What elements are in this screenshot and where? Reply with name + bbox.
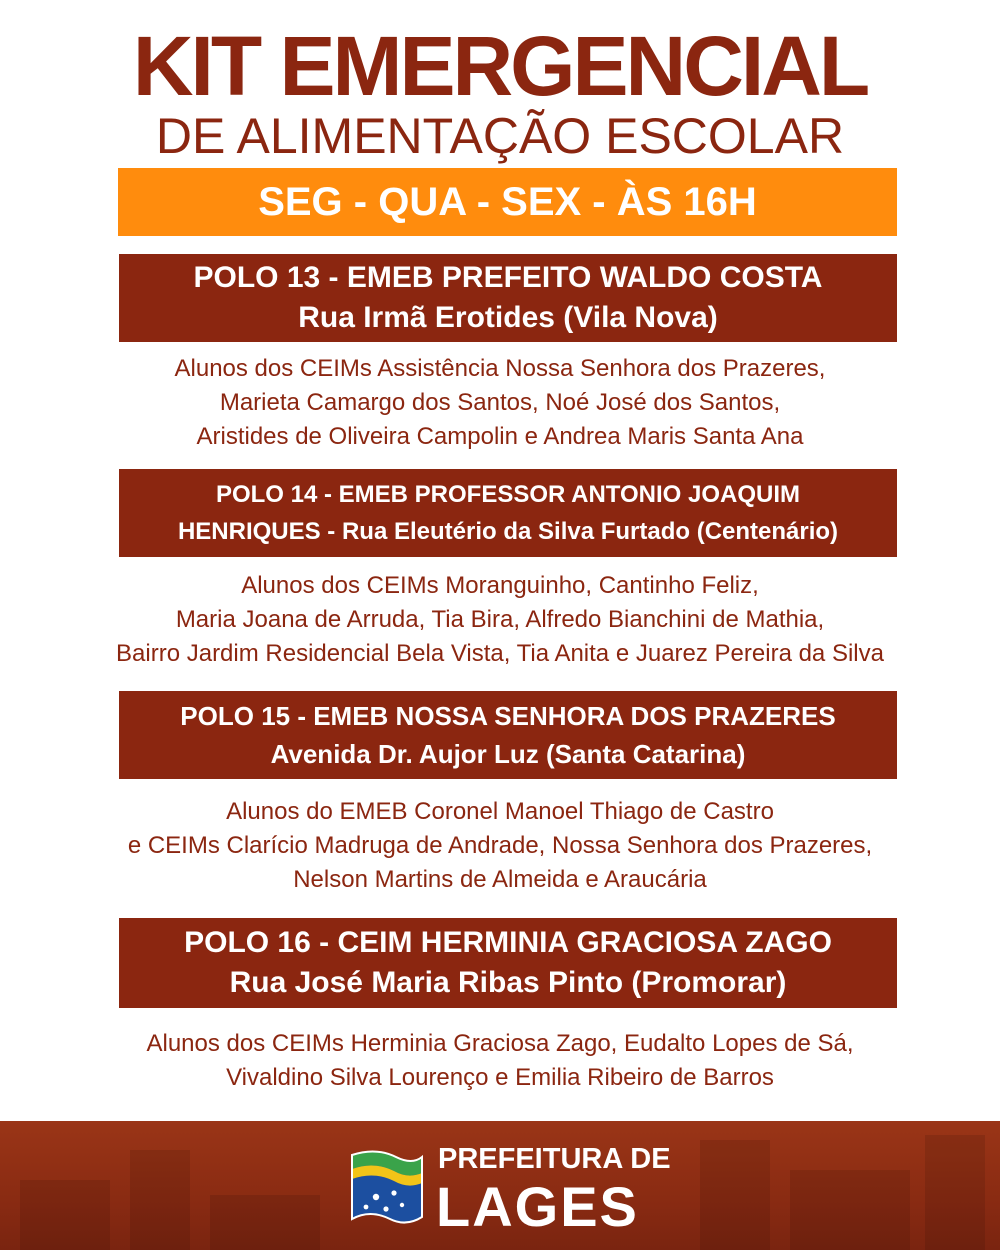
polo-16-students-line: Vivaldino Silva Lourenço e Emilia Ribeiro de Barros bbox=[226, 1064, 774, 1091]
logo-top-text: PREFEITURA DE bbox=[438, 1143, 671, 1175]
polo-15-title: POLO 15 - EMEB NOSSA SENHORA DOS PRAZERES bbox=[180, 701, 836, 731]
polo-14-students-line: Alunos dos CEIMs Moranguinho, Cantinho Feliz, bbox=[241, 572, 759, 599]
polo-16-students bbox=[0, 1027, 1000, 1095]
prefeitura-logo bbox=[346, 1141, 671, 1241]
polo-14-header bbox=[119, 469, 897, 557]
polo-13-header bbox=[119, 254, 897, 342]
cityscape-shape bbox=[210, 1195, 320, 1250]
polo-15-students-line: Alunos do EMEB Coronel Manoel Thiago de Castro bbox=[226, 798, 774, 825]
polo-13-students-line: Aristides de Oliveira Campolin e Andrea Maris Santa Ana bbox=[196, 423, 804, 450]
cityscape-shape bbox=[790, 1170, 910, 1250]
polo-14-students-line: Maria Joana de Arruda, Tia Bira, Alfredo Bianchini de Mathia, bbox=[175, 606, 825, 633]
polo-14-address: HENRIQUES - Rua Eleutério da Silva Furtado (Centenário) bbox=[177, 518, 839, 545]
polo-14-students-line: Bairro Jardim Residencial Bela Vista, Tia Anita e Juarez Pereira da Silva bbox=[116, 640, 884, 667]
logo-name-text: LAGES bbox=[436, 1175, 639, 1238]
cityscape-shape bbox=[130, 1150, 190, 1250]
polo-13-title: POLO 13 - EMEB PREFEITO WALDO COSTA bbox=[193, 261, 823, 294]
polo-15-students-line: Nelson Martins de Almeida e Araucária bbox=[293, 866, 707, 893]
polo-13-students-line: Alunos dos CEIMs Assistência Nossa Senhora dos Prazeres, bbox=[174, 355, 826, 382]
cityscape-shape bbox=[700, 1140, 770, 1250]
polo-15-students-line: e CEIMs Clarício Madruga de Andrade, Nossa Senhora dos Prazeres, bbox=[127, 832, 873, 859]
polo-15-header bbox=[119, 691, 897, 779]
page-title: KIT EMERGENCIAL bbox=[132, 19, 868, 113]
lages-flag-icon bbox=[346, 1147, 426, 1231]
page-subtitle: DE ALIMENTAÇÃO ESCOLAR bbox=[155, 108, 845, 164]
schedule-banner: SEG - QUA - SEX - ÀS 16H bbox=[118, 168, 897, 236]
polo-16-header bbox=[119, 918, 897, 1008]
polo-14-students bbox=[0, 569, 1000, 671]
polo-16-address: Rua José Maria Ribas Pinto (Promorar) bbox=[229, 966, 787, 999]
polo-13-address: Rua Irmã Erotides (Vila Nova) bbox=[298, 301, 718, 334]
polo-15-address: Avenida Dr. Aujor Luz (Santa Catarina) bbox=[270, 739, 746, 769]
polo-14-title: POLO 14 - EMEB PROFESSOR ANTONIO JOAQUIM bbox=[215, 481, 801, 508]
polo-13-students-line: Marieta Camargo dos Santos, Noé José dos Santos, bbox=[219, 389, 781, 416]
cityscape-shape bbox=[20, 1180, 110, 1250]
cityscape-shape bbox=[925, 1135, 985, 1250]
footer-banner bbox=[0, 1121, 1000, 1250]
polo-16-students-line: Alunos dos CEIMs Herminia Graciosa Zago, Eudalto Lopes de Sá, bbox=[146, 1030, 854, 1057]
polo-15-students bbox=[0, 795, 1000, 897]
polo-13-students bbox=[0, 352, 1000, 454]
polo-16-title: POLO 16 - CEIM HERMINIA GRACIOSA ZAGO bbox=[184, 926, 832, 959]
